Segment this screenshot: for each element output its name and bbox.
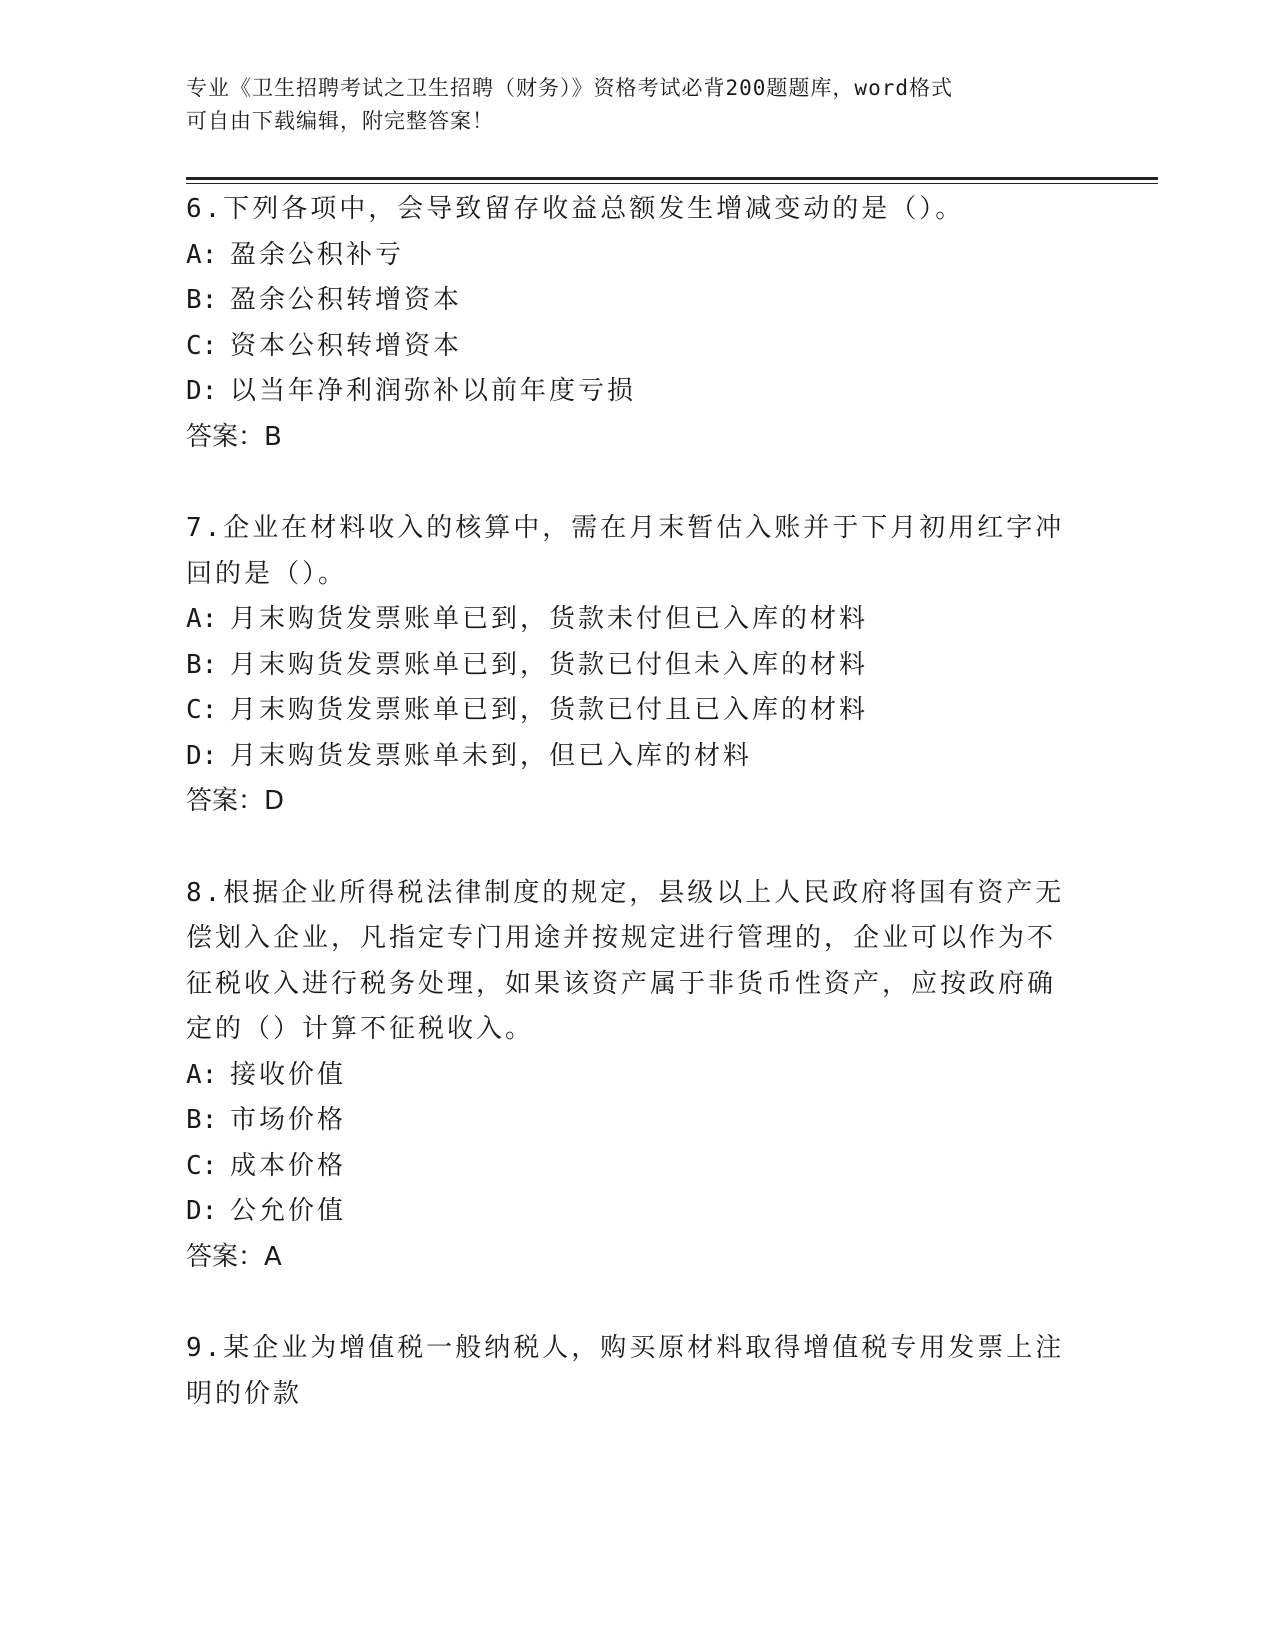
option-text: 盈余公积补亏 xyxy=(230,239,405,270)
option-letter: D: xyxy=(186,376,218,406)
question-list xyxy=(186,187,1086,1463)
option-text: 接收价值 xyxy=(230,1059,347,1090)
option-text: 市场价格 xyxy=(230,1105,347,1135)
option-letter: C: xyxy=(186,330,218,361)
option-c xyxy=(186,324,1086,370)
header-line-2: 可自由下载编辑，附完整答案！ xyxy=(186,109,494,133)
option-letter: D: xyxy=(186,740,218,771)
header-line-1: 专业《卫生招聘考试之卫生招聘（财务）》资格考试必背200题题库，word格式 xyxy=(186,76,953,100)
option-c xyxy=(186,1144,1086,1190)
header-divider-thick xyxy=(186,177,1158,180)
option-letter: C: xyxy=(186,695,218,725)
option-d xyxy=(186,734,1086,780)
question-stem: 定的（）计算不征税收入。 xyxy=(186,1014,535,1044)
option-letter: A: xyxy=(186,604,218,634)
option-text: 月末购货发票账单已到，货款未付但已入库的材料 xyxy=(230,604,869,634)
question-7 xyxy=(186,506,1086,825)
option-b xyxy=(186,643,1086,689)
answer-label: 答案：A xyxy=(186,1241,282,1272)
option-letter: B: xyxy=(186,1105,218,1135)
option-text: 月末购货发票账单已到，货款已付且已入库的材料 xyxy=(230,695,869,725)
question-stem: 9.某企业为增值税一般纳税人，购买原材料取得增值税专用发票上注 xyxy=(186,1333,1065,1363)
answer-label: 答案：D xyxy=(186,786,285,816)
option-a xyxy=(186,597,1086,643)
option-text: 盈余公积转增资本 xyxy=(230,285,463,315)
question-9 xyxy=(186,1326,1086,1417)
option-letter: B: xyxy=(186,285,218,315)
option-letter: D: xyxy=(186,1196,218,1226)
option-text: 成本价格 xyxy=(230,1150,347,1181)
option-letter: A: xyxy=(186,239,218,270)
answer-label: 答案：B xyxy=(186,421,282,452)
option-letter: B: xyxy=(186,649,218,680)
question-8 xyxy=(186,871,1086,1281)
option-d xyxy=(186,1189,1086,1235)
option-text: 资本公积转增资本 xyxy=(230,330,463,361)
question-stem: 6.下列各项中，会导致留存收益总额发生增减变动的是（）。 xyxy=(186,194,965,224)
option-letter: A: xyxy=(186,1059,218,1090)
option-a xyxy=(186,233,1086,279)
question-stem: 7.企业在材料收入的核算中，需在月末暂估入账并于下月初用红字冲 xyxy=(186,513,1065,543)
option-text: 公允价值 xyxy=(230,1196,347,1226)
option-d xyxy=(186,369,1086,415)
question-stem: 征税收入进行税务处理，如果该资产属于非货币性资产，应按政府确 xyxy=(186,968,1057,999)
question-stem: 偿划入企业，凡指定专门用途并按规定进行管理的，企业可以作为不 xyxy=(186,923,1057,953)
option-letter: C: xyxy=(186,1150,218,1181)
option-b xyxy=(186,1098,1086,1144)
question-stem: 8.根据企业所得税法律制度的规定，县级以上人民政府将国有资产无 xyxy=(186,877,1065,908)
option-a xyxy=(186,1053,1086,1099)
option-b xyxy=(186,278,1086,324)
option-text: 月末购货发票账单已到，货款已付但未入库的材料 xyxy=(230,649,869,680)
question-6 xyxy=(186,187,1086,460)
option-text: 月末购货发票账单未到，但已入库的材料 xyxy=(230,740,753,771)
option-c xyxy=(186,688,1086,734)
document-header xyxy=(186,72,1066,138)
option-text: 以当年净利润弥补以前年度亏损 xyxy=(230,376,637,406)
question-stem: 明的价款 xyxy=(186,1378,303,1409)
question-stem: 回的是（）。 xyxy=(186,558,348,589)
header-divider-thin xyxy=(186,183,1158,184)
